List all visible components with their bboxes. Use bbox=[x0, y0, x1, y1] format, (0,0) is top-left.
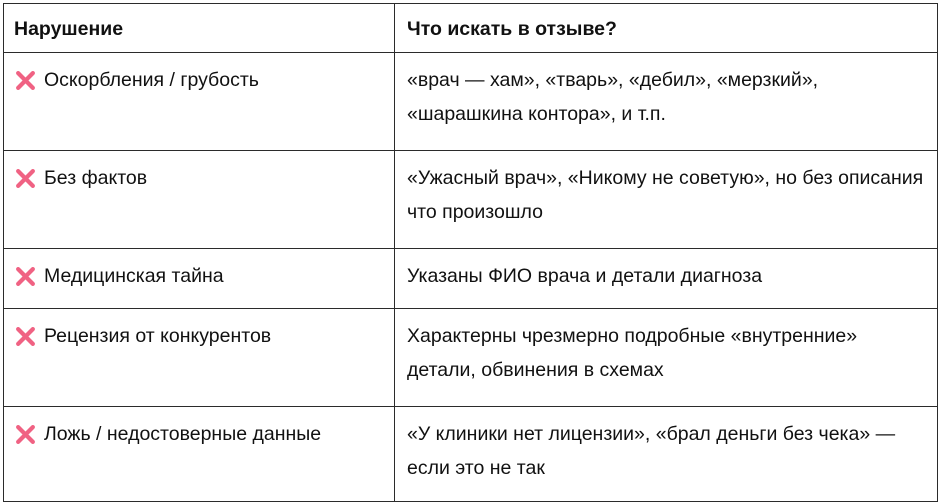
violation-cell bbox=[4, 249, 395, 309]
violation-cell bbox=[4, 53, 395, 151]
table-row bbox=[4, 249, 938, 309]
violation-label: Ложь / недостоверные данные bbox=[44, 423, 322, 445]
table-row bbox=[4, 309, 938, 407]
cross-mark-icon bbox=[15, 424, 36, 445]
what-to-look-for-cell: «У клиники нет лицензии», «брал деньги без чека» — если это не так bbox=[395, 407, 938, 502]
what-to-look-for-cell: Характерны чрезмерно подробные «внутренние» детали, обвинения в схемах bbox=[395, 309, 938, 407]
table-row bbox=[4, 407, 938, 502]
table-header-row bbox=[4, 4, 938, 53]
what-to-look-for-cell: «Ужасный врач», «Никому не советую», но без описания что произошло bbox=[395, 151, 938, 249]
cross-mark-icon bbox=[15, 266, 36, 287]
header-violation: Нарушение bbox=[4, 4, 395, 53]
cross-mark-icon bbox=[15, 326, 36, 347]
table-row bbox=[4, 53, 938, 151]
violation-label: Без фактов bbox=[44, 167, 148, 189]
violation-cell bbox=[4, 309, 395, 407]
cross-mark-icon bbox=[15, 70, 36, 91]
what-to-look-for-cell: Указаны ФИО врача и детали диагноза bbox=[395, 249, 938, 309]
table-row bbox=[4, 151, 938, 249]
violation-label: Медицинская тайна bbox=[44, 265, 224, 287]
violation-label: Оскорбления / грубость bbox=[44, 69, 259, 91]
violation-cell bbox=[4, 151, 395, 249]
what-to-look-for-cell: «врач — хам», «тварь», «дебил», «мерзкий», «шарашкина контора», и т.п. bbox=[395, 53, 938, 151]
header-what-to-look-for: Что искать в отзыве? bbox=[395, 4, 938, 53]
cross-mark-icon bbox=[15, 168, 36, 189]
violation-cell bbox=[4, 407, 395, 502]
violation-label: Рецензия от конкурентов bbox=[44, 325, 272, 347]
violations-table bbox=[3, 3, 938, 502]
